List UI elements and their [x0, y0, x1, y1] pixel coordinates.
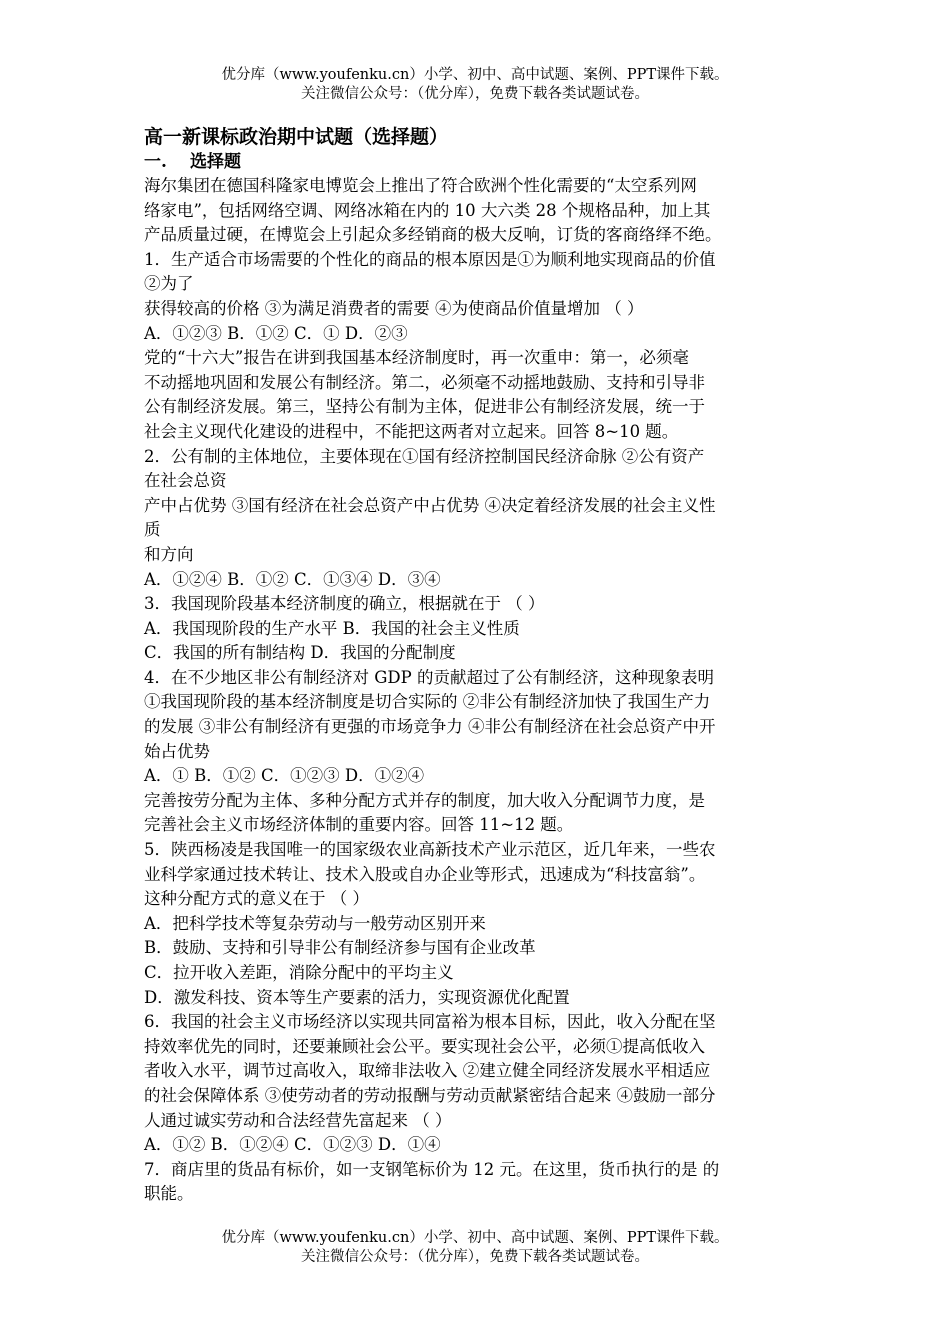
text-line: ①我国现阶段的基本经济制度是切合实际的 ②非公有制经济加快了我国生产力 [144, 692, 711, 712]
text-line: 在社会总资 [144, 471, 227, 491]
footer-line-2: 关注微信公众号：（优分库），免费下载各类试题试卷。 [301, 1249, 649, 1265]
text-line: 5．陕西杨凌是我国唯一的国家级农业高新技术产业示范区，近几年来，一些农 [144, 840, 716, 860]
section-heading [144, 150, 814, 174]
text-line: 者收入水平，调节过高收入，取缔非法收入 ②建立健全同经济发展水平相适应 [144, 1061, 711, 1081]
text-line: 1．生产适合市场需要的个性化的商品的根本原因是①为顺利地实现商品的价值 [144, 249, 716, 269]
page-footer [0, 1229, 950, 1267]
footer-line-1: 优分库（www.youfenku.cn）小学、初中、高中试题、案例、PPT课件下载。 [221, 1230, 729, 1246]
page-header [0, 66, 950, 104]
text-line: 始占优势 [144, 741, 210, 761]
text-line: A．我国现阶段的生产水平 B．我国的社会主义性质 [144, 618, 520, 638]
text-line: 3．我国现阶段基本经济制度的确立，根据就在于 （ ） [144, 594, 545, 614]
text-line: 和方向 [144, 544, 194, 564]
text-line: 人通过诚实劳动和合法经营先富起来 （ ） [144, 1110, 452, 1130]
header-line-1: 优分库（www.youfenku.cn）小学、初中、高中试题、案例、PPT课件下载。 [221, 67, 729, 83]
text-line: 完善按劳分配为主体、多种分配方式并存的制度，加大收入分配调节力度，是 [144, 790, 705, 810]
text-line: 公有制经济发展。第三，坚持公有制为主体，促进非公有制经济发展，统一于 [144, 397, 705, 417]
text-line: A．①② B．①②④ C．①②③ D．①④ [144, 1135, 441, 1155]
text-line: 7．商店里的货品有标价，如一支钢笔标价为 12 元。在这里，货币执行的是 的 [144, 1159, 720, 1179]
text-line: B．鼓励、支持和引导非公有制经济参与国有企业改革 [144, 938, 536, 958]
text-line: A．① B．①② C．①②③ D．①②④ [144, 766, 425, 786]
text-line: 2．公有制的主体地位，主要体现在①国有经济控制国民经济命脉 ②公有资产 [144, 446, 705, 466]
text-line: 产中占优势 ③国有经济在社会总资产中占优势 ④决定着经济发展的社会主义性 [144, 495, 716, 515]
text-line: A．①②③ B．①② C．① D．②③ [144, 323, 408, 343]
text-line: 6．我国的社会主义市场经济以实现共同富裕为根本目标，因此，收入分配在坚 [144, 1012, 716, 1032]
text-line: 的社会保障体系 ③使劳动者的劳动报酬与劳动贡献紧密结合起来 ④鼓励一部分 [144, 1085, 716, 1105]
text-line: 这种分配方式的意义在于 （ ） [144, 889, 369, 909]
question-text [144, 174, 814, 1207]
text-line: A．把科学技术等复杂劳动与一般劳动区别开来 [144, 913, 486, 933]
text-line: 4．在不少地区非公有制经济对 GDP 的贡献超过了公有制经济，这种现象表明 [144, 667, 714, 687]
document-title: 高一新课标政治期中试题（选择题） [144, 126, 449, 148]
text-line: 络家电”，包括网络空调、网络冰箱在内的 10 大六类 28 个规格品种，加上其 [144, 200, 711, 220]
text-line: 职能。 [144, 1184, 194, 1204]
text-line: 获得较高的价格 ③为满足消费者的需要 ④为使商品价值量增加 （ ） [144, 298, 644, 318]
text-line: 质 [144, 520, 161, 540]
text-line: C．我国的所有制结构 D．我国的分配制度 [144, 643, 456, 663]
header-line-2: 关注微信公众号：（优分库），免费下载各类试题试卷。 [301, 86, 649, 102]
text-line: 社会主义现代化建设的进程中，不能把这两者对立起来。回答 8~10 题。 [144, 421, 679, 441]
text-line: 完善社会主义市场经济体制的重要内容。回答 11~12 题。 [144, 815, 574, 835]
text-line: A．①②④ B．①② C．①③④ D．③④ [144, 569, 441, 589]
text-line: 业科学家通过技术转让、技术入股或自办企业等形式，迅速成为“科技富翁”。 [144, 864, 706, 884]
document-body [144, 124, 814, 1207]
text-line: 产品质量过硬，在博览会上引起众多经销商的极大反响，订货的客商络绎不绝。 [144, 225, 722, 245]
text-line: D．激发科技、资本等生产要素的活力，实现资源优化配置 [144, 987, 570, 1007]
section-number: 一. [144, 152, 167, 172]
text-line: ②为了 [144, 274, 194, 294]
text-line: 不动摇地巩固和发展公有制经济。第二，必须毫不动摇地鼓励、支持和引导非 [144, 372, 705, 392]
text-line: 党的“十六大”报告在讲到我国基本经济制度时，再一次重申：第一，必须毫 [144, 348, 689, 368]
text-line: 海尔集团在德国科隆家电博览会上推出了符合欧洲个性化需要的“太空系列网 [144, 176, 697, 195]
text-line: 持效率优先的同时，还要兼顾社会公平。要实现社会公平，必须①提高低收入 [144, 1036, 705, 1056]
section-label: 选择题 [190, 152, 241, 172]
text-line: 的发展 ③非公有制经济有更强的市场竞争力 ④非公有制经济在社会总资产中开 [144, 717, 716, 737]
text-line: C．拉开收入差距，消除分配中的平均主义 [144, 963, 454, 982]
